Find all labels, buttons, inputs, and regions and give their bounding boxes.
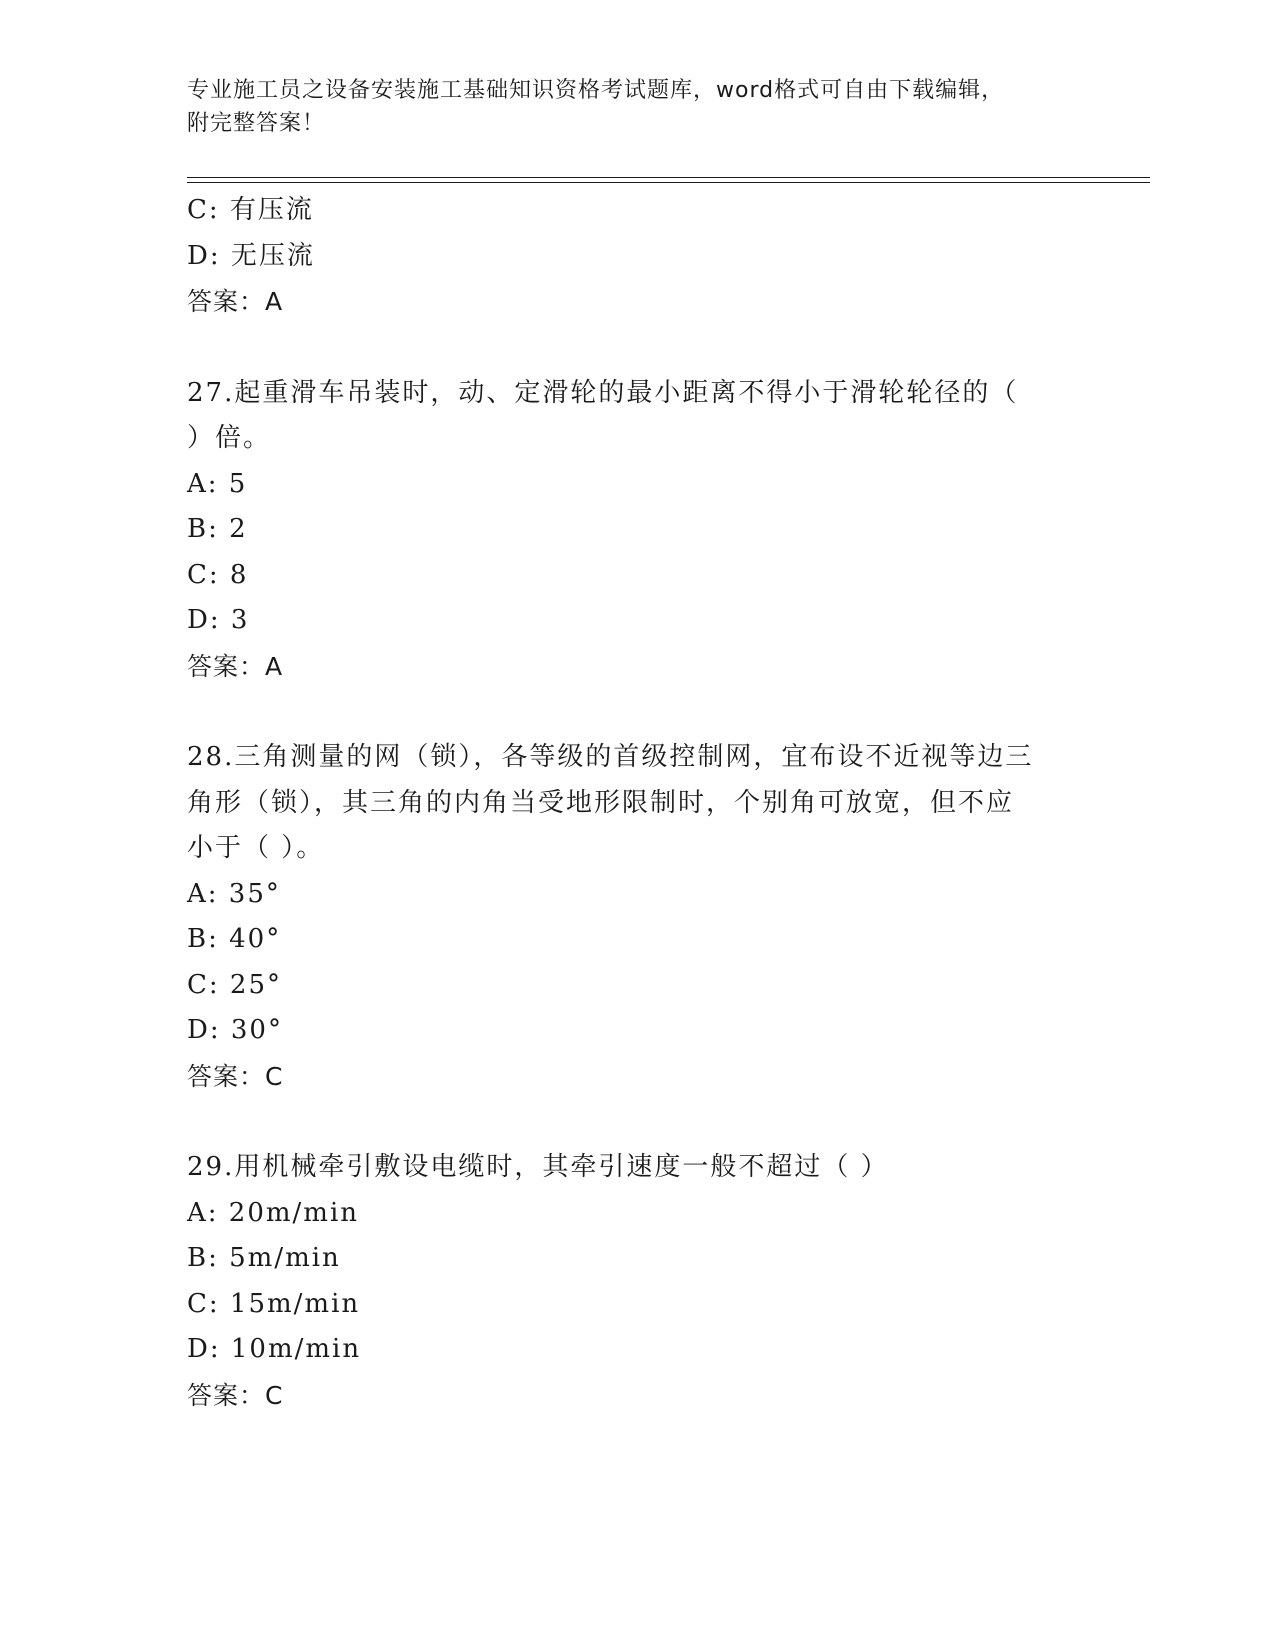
answer-line: 答案：A (187, 651, 284, 681)
question-28 (187, 735, 1087, 1099)
document-header (187, 74, 1067, 140)
question-text-line: 28.三角测量的网（锁），各等级的首级控制网，宜布设不近视等边三 (187, 742, 1034, 772)
spacer (187, 1099, 1087, 1145)
question-text-line: 27.起重滑车吊装时，动、定滑轮的最小距离不得小于滑轮轮径的（ (187, 377, 1019, 408)
previous-question-tail (187, 188, 1087, 325)
question-list (187, 188, 1087, 1418)
question-text-line: ）倍。 (187, 423, 272, 453)
option-c: C: 有压流 (187, 195, 314, 225)
option-a: A: 35° (187, 878, 281, 909)
answer-line: 答案：C (187, 1061, 284, 1091)
option-d: D: 3 (187, 605, 250, 635)
option-d: D: 30° (187, 1015, 283, 1045)
option-b: B: 40° (187, 924, 282, 954)
option-c: C: 25° (187, 969, 283, 1000)
question-27 (187, 371, 1087, 690)
spacer (187, 325, 1087, 371)
option-b: B: 5m/min (187, 1243, 341, 1273)
question-text-line: 角形（锁），其三角的内角当受地形限制时，个别角可放宽，但不应 (187, 787, 1015, 818)
header-line-1: 专业施工员之设备安装施工基础知识资格考试题库，word格式可自由下载编辑， (187, 78, 1005, 103)
option-c: C: 15m/min (187, 1288, 361, 1319)
question-text-line: 小于（ ）。 (187, 833, 325, 863)
option-c: C: 8 (187, 559, 249, 590)
header-divider-top (187, 177, 1150, 178)
option-b: B: 2 (187, 514, 248, 544)
option-a: A: 5 (187, 468, 248, 499)
header-line-2: 附完整答案！ (187, 111, 326, 136)
answer-line: 答案：A (187, 287, 284, 316)
option-d: D: 无压流 (187, 240, 315, 271)
spacer (187, 689, 1087, 735)
option-d: D: 10m/min (187, 1334, 362, 1364)
header-divider-bottom (187, 182, 1150, 183)
question-29 (187, 1145, 1087, 1418)
option-a: A: 20m/min (187, 1197, 360, 1228)
question-text-line: 29.用机械牵引敷设电缆时，其牵引速度一般不超过（ ） (187, 1152, 889, 1182)
answer-line: 答案：C (187, 1380, 284, 1410)
